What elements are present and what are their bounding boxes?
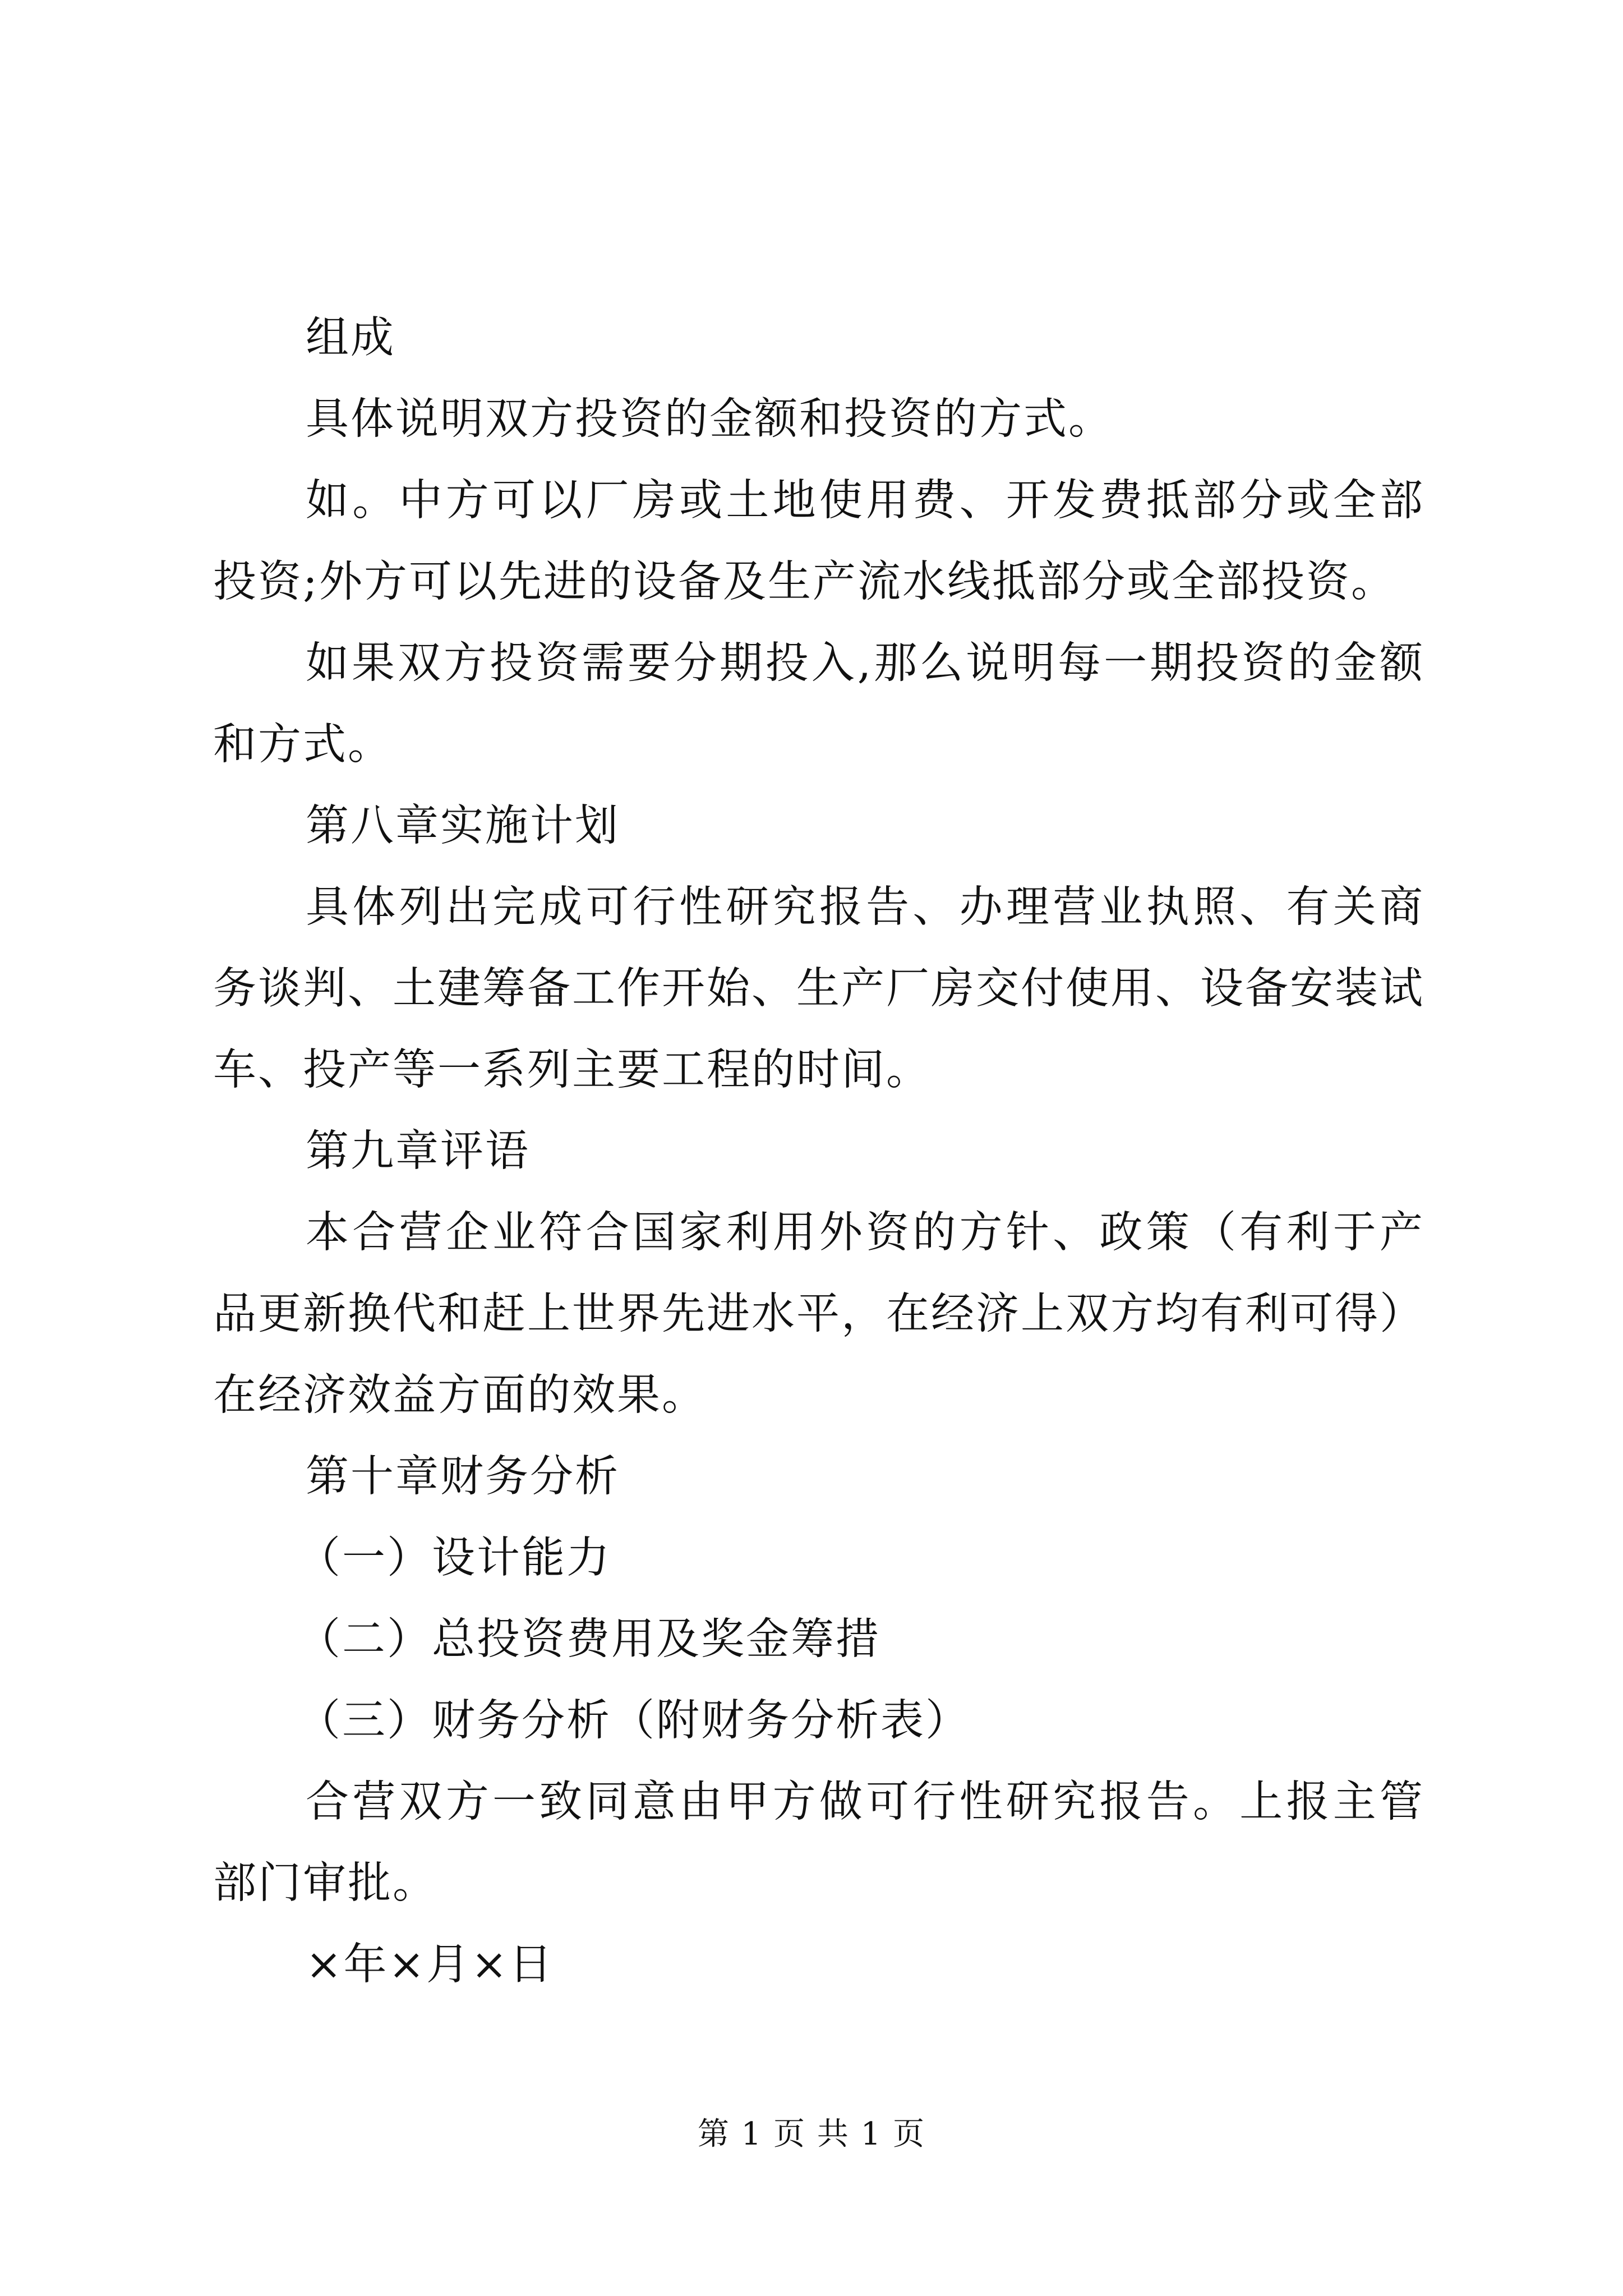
paragraph-investment-example: 如。中方可以厂房或土地使用费、开发费抵部分或全部投资;外方可以先进的设备及生产流水线抵部分或全部投资。 [213, 476, 1424, 607]
chapter-8-heading: 第八章实施计划 [306, 801, 620, 851]
chapter-10-heading: 第十章财务分析 [306, 1452, 620, 1502]
paragraph-installments: 如果双方投资需要分期投入,那么说明每一期投资的金额和方式。 [213, 638, 1424, 770]
item-financial-analysis: （三）财务分析（附财务分析表） [297, 1696, 970, 1746]
document-body [213, 297, 1424, 2005]
page-number-footer: 第 1 页 共 1 页 [697, 2116, 926, 2152]
paragraph-agreement: 合营双方一致同意由甲方做可行性研究报告。上报主管部门审批。 [213, 1777, 1424, 1908]
paragraph-evaluation: 本合营企业符合国家利用外资的方针、政策（有利于产品更新换代和赶上世界先进水平，在经济上双方均有利可得）在经济效益方面的效果。 [213, 1208, 1424, 1420]
paragraph-implementation-plan: 具体列出完成可行性研究报告、办理营业执照、有关商务谈判、土建筹备工作开始、生产厂房交付使用、设备安装试车、投产等一系列主要工程的时间。 [213, 882, 1424, 1095]
item-total-investment: （二）总投资费用及奖金筹措 [297, 1614, 880, 1664]
paragraph-investment-amount: 具体说明双方投资的金额和投资的方式。 [306, 394, 1113, 444]
item-design-capacity: （一）设计能力 [297, 1533, 611, 1583]
date-line: ×年×月×日 [306, 1940, 554, 1990]
paragraph-composition: 组成 [306, 313, 395, 363]
chapter-9-heading: 第九章评语 [306, 1126, 530, 1176]
